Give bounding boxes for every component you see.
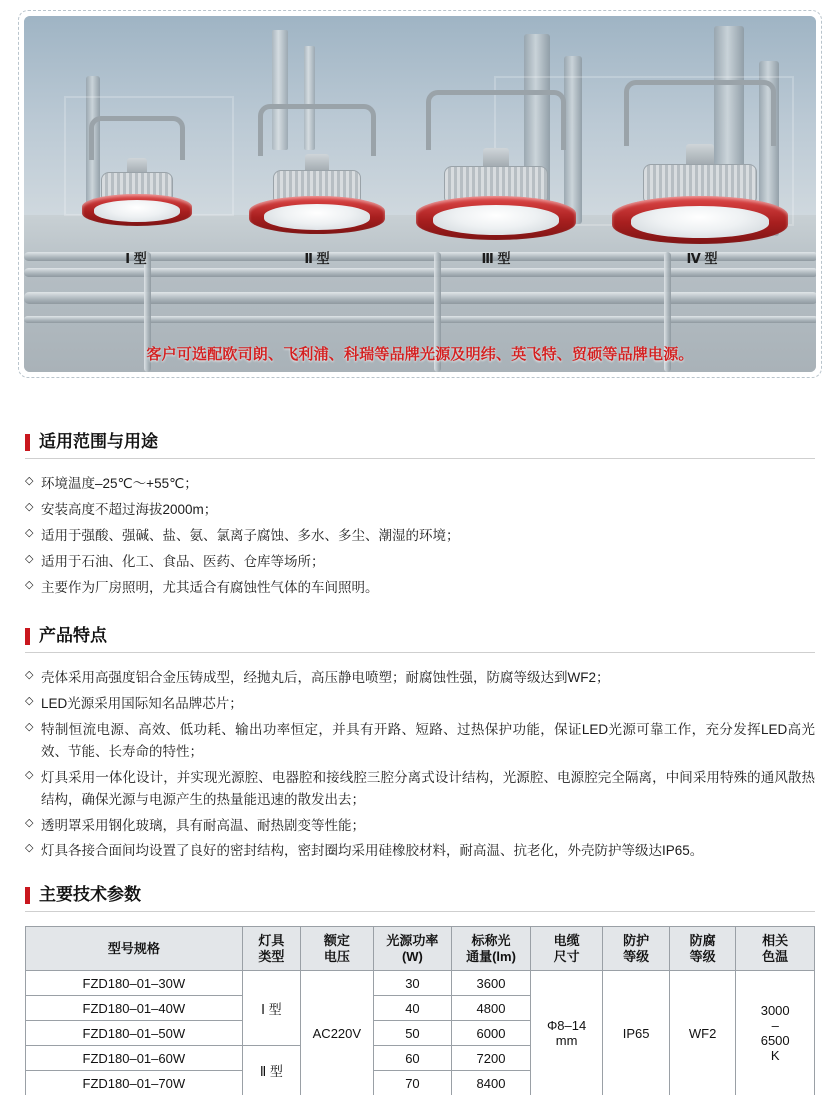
list-item: ◇ 安装高度不超过海拔2000m； [25, 499, 815, 521]
pipeline [24, 316, 816, 323]
section-title-features: 产品特点 [25, 626, 815, 646]
cell-model: FZD180–01–50W [26, 1021, 243, 1046]
section-title-specs: 主要技术参数 [25, 885, 815, 905]
th-cct: 相关 色温 [736, 927, 815, 971]
cell-power: 50 [373, 1021, 452, 1046]
cell-model: FZD180–01–60W [26, 1046, 243, 1071]
th-model: 型号规格 [26, 927, 243, 971]
lamp-label-1: Ⅰ 型 [125, 251, 147, 266]
list-item: ◇ 壳体采用高强度铝合金压铸成型，经抛丸后，高压静电喷塑；耐腐蚀性强，防腐等级达到WF2； [25, 667, 815, 689]
lamp-type-3 [406, 86, 586, 246]
pipeline [24, 292, 816, 304]
cell-model: FZD180–01–70W [26, 1071, 243, 1095]
list-item: ◇ LED光源采用国际知名品牌芯片； [25, 693, 815, 715]
th-type: 灯具 类型 [242, 927, 300, 971]
cell-ip: IP65 [603, 971, 670, 1095]
cell-model: FZD180–01–30W [26, 971, 243, 996]
th-power: 光源功率 (W) [373, 927, 452, 971]
cell-power: 40 [373, 996, 452, 1021]
lamp-type-2 [239, 98, 394, 243]
features-list [25, 667, 815, 862]
cell-flux: 7200 [452, 1046, 531, 1071]
section-scope [25, 432, 815, 603]
pipeline [24, 268, 816, 277]
divider [25, 911, 815, 912]
lamp-type-1 [74, 106, 199, 236]
cell-flux: 8400 [452, 1071, 531, 1095]
list-item: ◇ 特制恒流电源、高效、低功耗、输出功率恒定，并具有开路、短路、过热保护功能，保证LED光源可靠工作，充分发挥LED高光效、节能、长寿命的特性； [25, 719, 815, 763]
hero-image [24, 16, 816, 372]
list-item: ◇ 灯具采用一体化设计，并实现光源腔、电器腔和接线腔三腔分离式设计结构，光源腔、电源腔完全隔离，中间采用特殊的通风散热结构，确保光源与电源产生的热量能迅速的散发出去； [25, 767, 815, 811]
spec-table [25, 926, 815, 1095]
cell-model: FZD180–01–40W [26, 996, 243, 1021]
lamp-type-4 [602, 78, 798, 250]
cell-power: 70 [373, 1071, 452, 1095]
list-item: ◇ 适用于石油、化工、食品、医药、仓库等场所； [25, 551, 815, 573]
th-ip: 防护 等级 [603, 927, 670, 971]
table-row [26, 971, 815, 996]
cell-power: 60 [373, 1046, 452, 1071]
cell-voltage: AC220V [301, 971, 374, 1095]
list-item: ◇ 透明罩采用钢化玻璃，具有耐高温、耐热剧变等性能； [25, 815, 815, 837]
cell-corrosion: WF2 [669, 971, 736, 1095]
scope-list [25, 473, 815, 598]
lamp-label-3: Ⅲ 型 [481, 251, 511, 266]
section-specs [25, 885, 815, 1095]
table-header-row [26, 927, 815, 971]
hero-image-panel [18, 10, 822, 378]
list-item: ◇ 适用于强酸、强碱、盐、氨、氯离子腐蚀、多水、多尘、潮湿的环境； [25, 525, 815, 547]
th-cable: 电缆 尺寸 [530, 927, 603, 971]
section-title-scope: 适用范围与用途 [25, 432, 815, 452]
cell-type-2: Ⅱ 型 [242, 1046, 300, 1095]
divider [25, 652, 815, 653]
th-flux: 标称光 通量(lm) [452, 927, 531, 971]
cell-cable: Φ8–14 mm [530, 971, 603, 1095]
cell-flux: 4800 [452, 996, 531, 1021]
list-item: ◇ 灯具各接合面间均设置了良好的密封结构，密封圈均采用硅橡胶材料，耐高温、抗老化，外壳防护等级达IP65。 [25, 840, 815, 862]
th-corrosion: 防腐 等级 [669, 927, 736, 971]
cell-flux: 6000 [452, 1021, 531, 1046]
lamp-label-2: Ⅱ 型 [304, 251, 330, 266]
cell-power: 30 [373, 971, 452, 996]
section-features [25, 626, 815, 866]
hero-caption: 客户可选配欧司朗、飞利浦、科瑞等品牌光源及明纬、英飞特、贸硕等品牌电源。 [146, 346, 694, 363]
list-item: ◇ 环境温度–25℃～+55℃； [25, 473, 815, 495]
cell-type-1: Ⅰ 型 [242, 971, 300, 1046]
cell-flux: 3600 [452, 971, 531, 996]
th-voltage: 额定 电压 [301, 927, 374, 971]
cell-cct: 3000 – 6500 K [736, 971, 815, 1095]
list-item: ◇ 主要作为厂房照明，尤其适合有腐蚀性气体的车间照明。 [25, 577, 815, 599]
divider [25, 458, 815, 459]
lamp-label-4: Ⅳ 型 [686, 251, 718, 266]
